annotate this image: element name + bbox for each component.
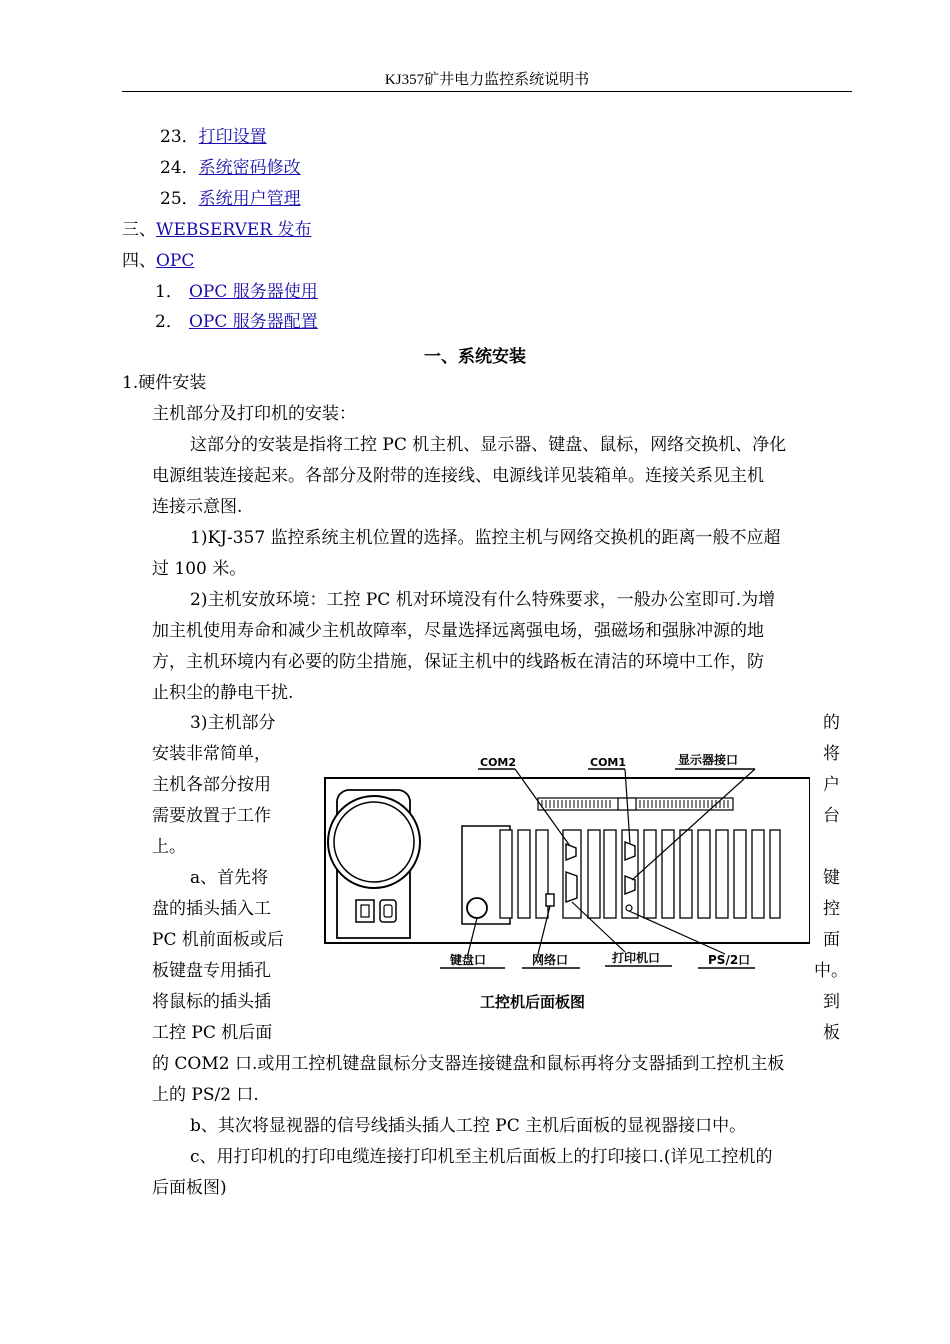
- wrap-right-char: 中。: [814, 961, 848, 981]
- label-display-port: 显示器接口: [678, 753, 739, 767]
- wrap-right-char: 到: [823, 992, 840, 1012]
- toc-link-password[interactable]: 系统密码修改: [198, 158, 301, 178]
- wrap-left-line: 上。: [152, 837, 186, 857]
- wrap-left-line: 安装非常简单，: [152, 744, 271, 764]
- wrap-right-char: 控: [823, 899, 840, 919]
- label-ps2-port: PS/2口: [708, 953, 751, 967]
- wrap-left-line: PC 机前面板或后: [152, 930, 284, 950]
- pc-back-panel-diagram: [300, 742, 810, 1017]
- network-port-icon: [546, 894, 554, 906]
- body-line: 加主机使用寿命和减少主机故障率，尽量选择远离强电场，强磁场和强脉冲源的地: [152, 621, 764, 641]
- body-line: 过 100 米。: [152, 559, 247, 579]
- wrap-right-char: 面: [823, 930, 840, 950]
- label-com1: COM1: [590, 756, 627, 769]
- toc-number: 25．: [160, 189, 199, 209]
- com1-port-icon: [625, 842, 635, 860]
- body-line: 连接示意图.: [152, 497, 243, 517]
- body-line: 1)KJ-357 监控系统主机位置的选择。监控主机与网络交换机的距离一般不应超: [190, 528, 781, 548]
- body-line: 后面板图): [152, 1178, 227, 1198]
- wrap-left-line: 主机各部分按用: [152, 775, 271, 795]
- wrap-right-char: 户: [823, 775, 840, 795]
- power-switch-icon: [380, 900, 396, 922]
- wrap-right-char: 台: [823, 806, 840, 826]
- body-line: 上的 PS/2 口.: [152, 1085, 259, 1105]
- toc-number: 24．: [160, 158, 199, 178]
- wrap-right-char: 将: [823, 744, 840, 764]
- toc-link-webserver[interactable]: WEBSERVER 发布: [156, 220, 312, 240]
- wrap-left-line: 板键盘专用插孔: [152, 961, 271, 981]
- toc-link-print-settings[interactable]: 打印设置: [198, 127, 267, 147]
- body-line: c、用打印机的打印电缆连接打印机至主机后面板上的打印接口.(详见工控机的: [190, 1147, 773, 1167]
- toc-link-opc-config[interactable]: OPC 服务器配置: [189, 312, 318, 332]
- wrap-left-line: 需要放置于工作: [152, 806, 271, 826]
- power-socket-icon: [356, 900, 374, 922]
- fan-icon: [328, 796, 420, 888]
- body-line: 止积尘的静电干扰.: [152, 683, 294, 703]
- body-line: 2)主机安放环境：工控 PC 机对环境没有什么特殊要求，一般办公室即可.为增: [190, 590, 776, 610]
- body-line: 电源组装连接起来。各部分及附带的连接线、电源线详见装箱单。连接关系见主机: [152, 466, 764, 486]
- expansion-slots: [500, 830, 780, 918]
- printer-port-icon: [566, 872, 577, 902]
- toc-item-opc-use[interactable]: [155, 281, 318, 303]
- wrap-right-char: 键: [823, 868, 840, 888]
- toc-item-opc[interactable]: [122, 250, 194, 272]
- wrap-left-line: 盘的插头插入工: [152, 899, 271, 919]
- toc-link-opc[interactable]: OPC: [156, 251, 195, 271]
- toc-number: 1．: [155, 282, 183, 302]
- toc-item-24[interactable]: [160, 157, 301, 179]
- body-line: 的 COM2 口.或用工控机键盘鼠标分支器连接键盘和鼠标再将分支器插到工控机主板: [152, 1054, 785, 1074]
- body-line: 主机部分及打印机的安装：: [152, 404, 356, 424]
- figure-caption: 工控机后面板图: [480, 993, 586, 1011]
- label-keyboard-port: 键盘口: [450, 953, 487, 967]
- wrap-left-line: 工控 PC 机后面: [152, 1023, 273, 1043]
- toc-number: 2．: [155, 312, 183, 332]
- label-network-port: 网络口: [532, 953, 569, 967]
- toc-number: 三、: [122, 220, 156, 240]
- toc-number: 23．: [160, 127, 199, 147]
- toc-item-23[interactable]: [160, 126, 267, 148]
- toc-link-users[interactable]: 系统用户管理: [198, 189, 301, 209]
- body-line: 方，主机环境内有必要的防尘措施，保证主机中的线路板在清洁的环境中工作，防: [152, 652, 764, 672]
- body-line: b、其次将显视器的信号线插头插人工控 PC 主机后面板的显视器接口中。: [190, 1116, 747, 1136]
- label-printer-port: 打印机口: [612, 951, 661, 965]
- subsection-title: 1.硬件安装: [122, 373, 207, 393]
- wrap-left-line: a、首先将: [190, 868, 269, 888]
- wrap-left-line: 将鼠标的插头插: [152, 992, 271, 1012]
- toc-item-webserver[interactable]: [122, 219, 312, 241]
- body-line: 这部分的安装是指将工控 PC 机主机、显示器、键盘、鼠标，网络交换机、净化: [190, 435, 787, 455]
- toc-item-opc-config[interactable]: [155, 311, 318, 333]
- label-com2: COM2: [480, 756, 517, 769]
- page-header: KJ357矿井电力监控系统说明书: [384, 72, 590, 88]
- wrap-left-line: 3)主机部分: [190, 713, 276, 733]
- section-title: 一、系统安装: [424, 347, 526, 367]
- wrap-right-char: 板: [823, 1023, 840, 1043]
- toc-link-opc-use[interactable]: OPC 服务器使用: [189, 282, 318, 302]
- keyboard-port-icon: [467, 898, 487, 918]
- toc-item-25[interactable]: [160, 188, 301, 210]
- toc-number: 四、: [122, 251, 156, 271]
- header-rule: [122, 91, 852, 92]
- wrap-right-char: 的: [823, 713, 840, 733]
